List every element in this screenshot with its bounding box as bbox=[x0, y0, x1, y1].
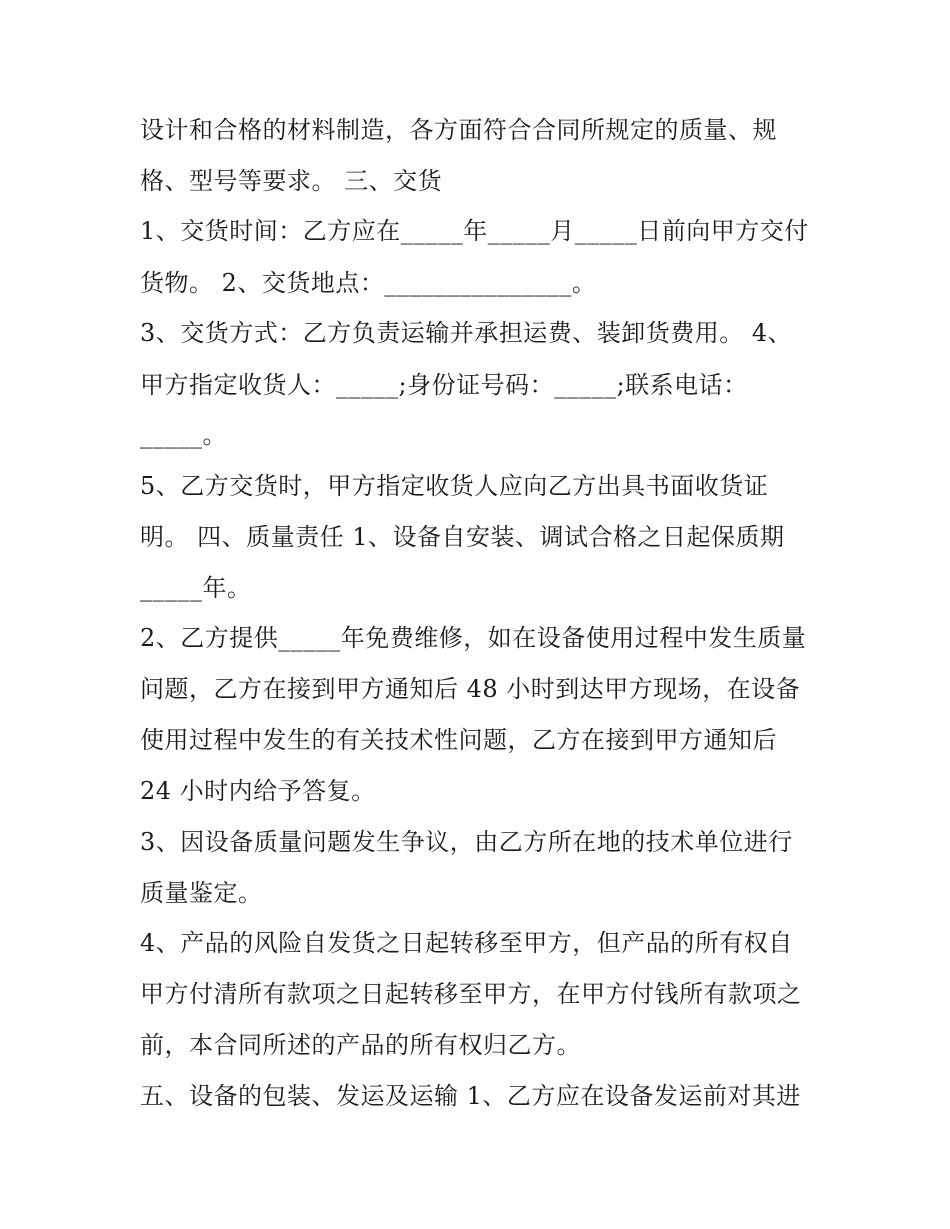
text-line: 五、设备的包装、发运及运输 1、乙方应在设备发运前对其进 bbox=[140, 1082, 801, 1110]
text-line: 使用过程中发生的有关技术性问题，乙方在接到甲方通知后 bbox=[140, 726, 777, 754]
text-line: 3、交货方式：乙方负责运输并承担运费、装卸货费用。 4、 bbox=[140, 319, 793, 347]
text-line: 3、因设备质量问题发生争议，由乙方所在地的技术单位进行 bbox=[140, 828, 793, 856]
text-line: 明。 四、质量责任 1、设备自安装、调试合格之日起保质期 bbox=[140, 523, 785, 551]
text-line: 问题，乙方在接到甲方通知后 48 小时到达甲方现场，在设备 bbox=[140, 675, 801, 703]
text-line: 2、乙方提供_____年免费维修，如在设备使用过程中发生质量 bbox=[140, 624, 807, 652]
text-line: 甲方指定收货人：_____;身份证号码：_____;联系电话： bbox=[140, 371, 748, 399]
text-line: 设计和合格的材料制造，各方面符合合同所规定的质量、规 bbox=[140, 116, 777, 144]
text-line: _____。 bbox=[140, 421, 227, 449]
text-line: 甲方付清所有款项之日起转移至甲方，在甲方付钱所有款项之 bbox=[140, 980, 802, 1008]
text-line: 质量鉴定。 bbox=[140, 879, 263, 907]
text-line: 24 小时内给予答复。 bbox=[140, 777, 376, 805]
text-line: _____年。 bbox=[140, 574, 252, 602]
text-line: 1、交货时间：乙方应在_____年_____月_____日前向甲方交付 bbox=[140, 217, 809, 245]
text-line: 货物。 2、交货地点：_______________。 bbox=[140, 269, 597, 297]
text-line: 4、产品的风险自发货之日起转移至甲方，但产品的所有权自 bbox=[140, 929, 793, 957]
text-line: 格、型号等要求。 三、交货 bbox=[140, 167, 443, 195]
text-line: 5、乙方交货时，甲方指定收货人应向乙方出具书面收货证 bbox=[140, 472, 769, 500]
text-line: 前，本合同所述的产品的所有权归乙方。 bbox=[140, 1031, 581, 1059]
